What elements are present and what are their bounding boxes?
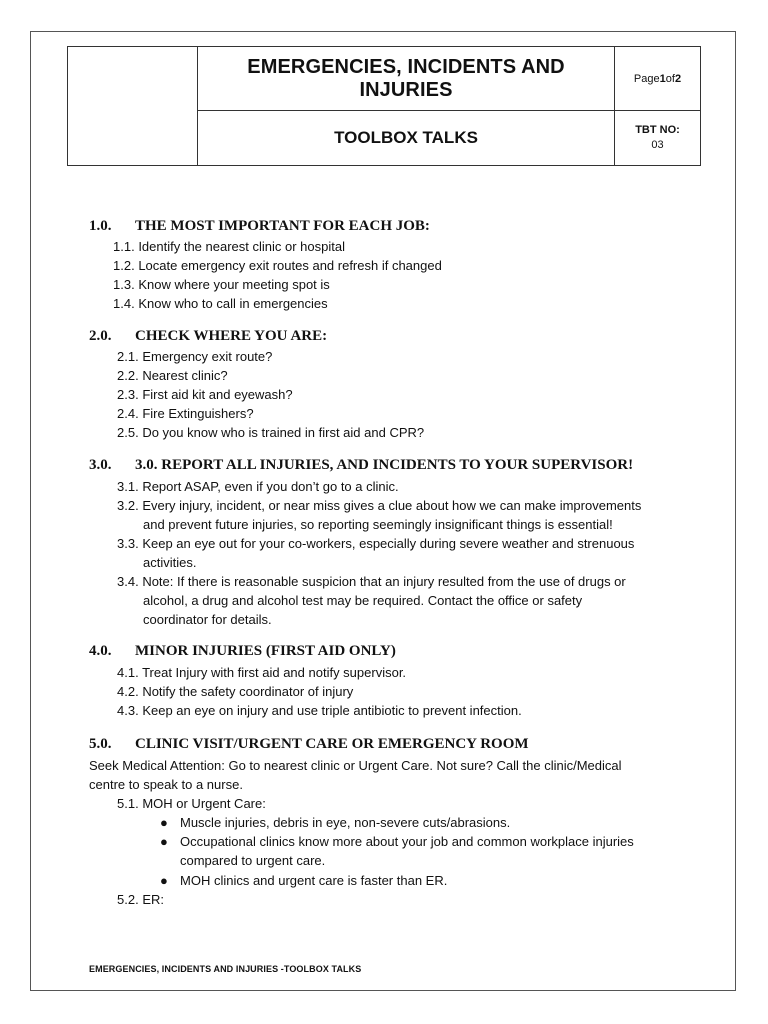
item-number: 4.2. [117, 684, 139, 699]
item-number: 3.1. [117, 479, 139, 494]
list-item [117, 347, 272, 366]
document-title: EMERGENCIES, INCIDENTS AND INJURIES [247, 55, 565, 101]
list-item [117, 682, 353, 701]
item-text: Fire Extinguishers? [142, 406, 254, 421]
item-number: 2.2. [117, 368, 139, 383]
list-item [117, 477, 399, 496]
bullet-icon: ● [160, 834, 168, 849]
section-heading-1 [89, 218, 430, 235]
section-title: 3.0. REPORT ALL INJURIES, AND INCIDENTS TO YOUR SUPERVISOR! [135, 457, 634, 473]
item-text: Know who to call in emergencies [138, 296, 328, 311]
list-item [117, 794, 266, 813]
item-text: Do you know who is trained in first aid and CPR? [142, 425, 425, 440]
logo-placeholder [68, 47, 197, 165]
bullet-icon: ● [160, 873, 168, 888]
item-number: 2.3. [117, 387, 139, 402]
item-text: Emergency exit route? [142, 349, 273, 364]
list-item [113, 294, 328, 313]
bullet-continuation: compared to urgent care. [180, 853, 326, 868]
tbt-label: TBT NO: [635, 124, 680, 136]
item-number: 2.4. [117, 406, 139, 421]
item-text: Treat Injury with first aid and notify supervisor. [142, 665, 407, 680]
bullet-text: Occupational clinics know more about your job and common workplace injuries [180, 834, 634, 849]
section-number: 2.0. [89, 328, 112, 344]
item-number: 4.3. [117, 703, 139, 718]
list-item [117, 663, 406, 682]
item-number: 3.2. [117, 498, 139, 513]
page-current: 1 [659, 72, 666, 85]
section-heading-5 [89, 736, 529, 753]
list-item [117, 572, 626, 591]
section-title: THE MOST IMPORTANT FOR EACH JOB: [135, 218, 430, 234]
item-number: 3.4. [117, 574, 139, 589]
bullet-icon: ● [160, 815, 168, 830]
page-footer: EMERGENCIES, INCIDENTS AND INJURIES -TOOLBOX TALKS [89, 964, 362, 974]
document-header [67, 46, 701, 166]
item-text: Note: If there is reasonable suspicion that an injury resulted from the use of drugs or [142, 574, 626, 589]
item-continuation: activities. [143, 555, 197, 570]
item-text: Report ASAP, even if you don’t go to a clinic. [142, 479, 399, 494]
section-heading-3 [89, 457, 633, 474]
list-item [117, 385, 293, 404]
section-number: 1.0. [89, 218, 112, 234]
bullet-text: MOH clinics and urgent care is faster than ER. [180, 873, 448, 888]
item-number: 5.1. [117, 796, 139, 811]
section-intro: centre to speak to a nurse. [89, 777, 243, 792]
tbt-number-box [615, 111, 700, 165]
document-subtitle: TOOLBOX TALKS [334, 128, 478, 147]
section-number: 5.0. [89, 736, 112, 752]
section-number: 3.0. [89, 457, 112, 473]
section-number: 4.0. [89, 643, 112, 659]
item-text: First aid kit and eyewash? [142, 387, 293, 402]
item-text: Nearest clinic? [142, 368, 228, 383]
bullet-item [160, 871, 448, 890]
item-text: ER: [142, 892, 164, 907]
item-text: Keep an eye out for your co-workers, especially during severe weather and strenuous [142, 536, 635, 551]
list-item [113, 275, 330, 294]
bullet-item [160, 832, 634, 851]
list-item [113, 256, 442, 275]
item-text: Identify the nearest clinic or hospital [138, 239, 345, 254]
item-text: Notify the safety coordinator of injury [142, 684, 354, 699]
section-heading-4 [89, 643, 396, 660]
page-prefix: Page [633, 72, 660, 85]
item-text: Locate emergency exit routes and refresh if changed [138, 258, 442, 273]
item-text: Every injury, incident, or near miss gives a clue about how we can make improvements [142, 498, 642, 513]
item-text: Keep an eye on injury and use triple antibiotic to prevent infection. [142, 703, 522, 718]
item-text: Know where your meeting spot is [138, 277, 330, 292]
section-intro: Seek Medical Attention: Go to nearest clinic or Urgent Care. Not sure? Call the clinic/Medical [89, 758, 622, 773]
page-total: 2 [674, 72, 682, 85]
section-heading-2 [89, 328, 327, 345]
item-number: 2.1. [117, 349, 139, 364]
bullet-text: Muscle injuries, debris in eye, non-severe cuts/abrasions. [180, 815, 511, 830]
list-item [117, 534, 634, 553]
section-title: MINOR INJURIES (FIRST AID ONLY) [135, 643, 396, 659]
list-item [117, 890, 164, 909]
item-number: 1.2. [113, 258, 135, 273]
section-title: CHECK WHERE YOU ARE: [135, 328, 328, 344]
item-continuation: and prevent future injuries, so reporting seemingly insignificant things is essential! [143, 517, 613, 532]
item-number: 1.1. [113, 239, 135, 254]
page-indicator [615, 47, 700, 110]
item-continuation: alcohol, a drug and alcohol test may be required. Contact the office or safety [143, 593, 583, 608]
page-of: of [665, 72, 675, 85]
list-item [113, 237, 345, 256]
list-item [117, 404, 254, 423]
list-item [117, 423, 424, 442]
section-title: CLINIC VISIT/URGENT CARE OR EMERGENCY ROOM [135, 736, 529, 752]
list-item [117, 701, 522, 720]
list-item [117, 496, 641, 515]
tbt-number: 03 [651, 139, 664, 151]
item-number: 2.5. [117, 425, 139, 440]
item-text: MOH or Urgent Care: [142, 796, 266, 811]
item-number: 1.4. [113, 296, 135, 311]
item-number: 4.1. [117, 665, 139, 680]
item-number: 1.3. [113, 277, 135, 292]
bullet-item [160, 813, 511, 832]
item-number: 5.2. [117, 892, 139, 907]
item-number: 3.3. [117, 536, 139, 551]
item-continuation: coordinator for details. [143, 612, 272, 627]
list-item [117, 366, 228, 385]
